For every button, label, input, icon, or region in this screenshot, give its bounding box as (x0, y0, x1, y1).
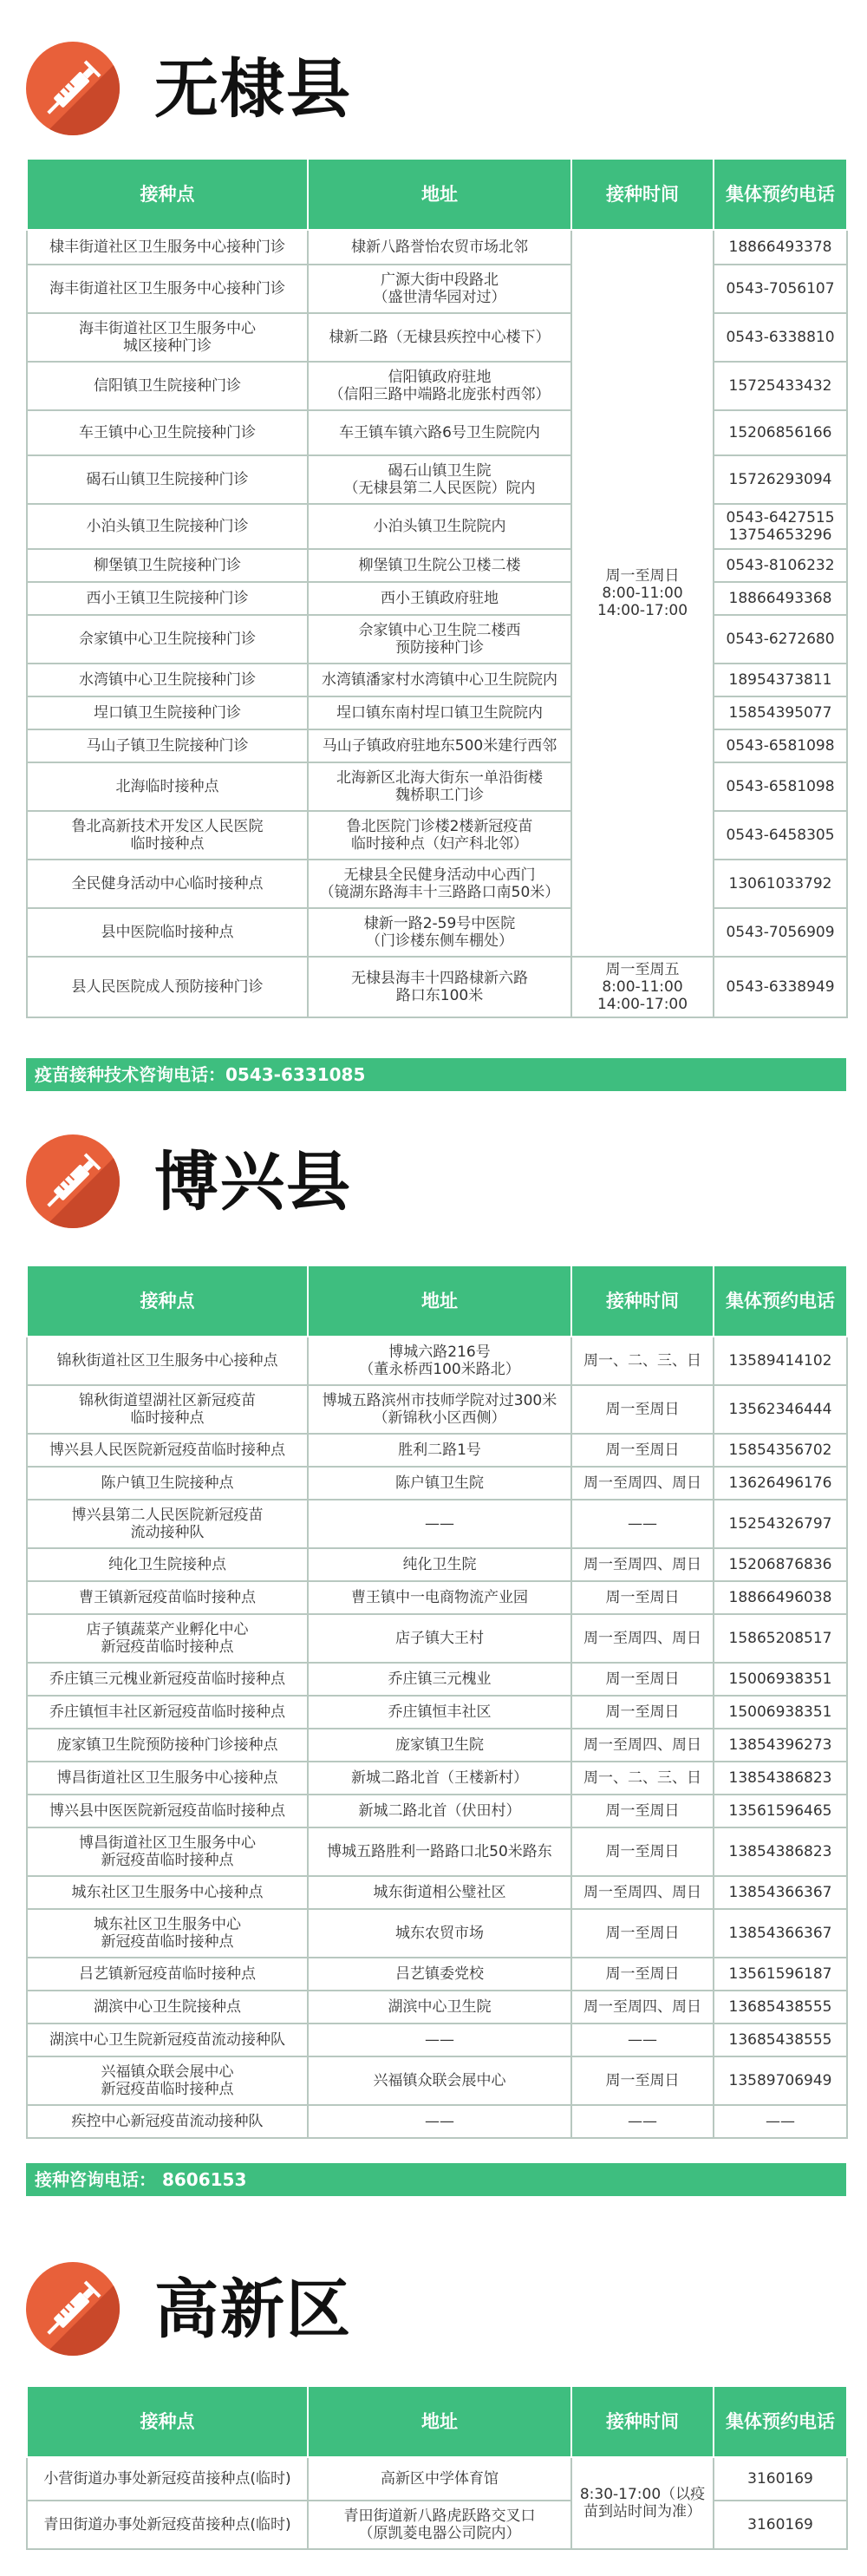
time-cell: 周一、二、三、日 (571, 1337, 714, 1385)
address-cell: 胜利二路1号 (308, 1434, 571, 1467)
time-cell: 周一至周日 (571, 1663, 714, 1696)
address-cell: 西小王镇政府驻地 (308, 582, 571, 615)
syringe-icon (26, 2262, 120, 2356)
address-cell: 城东街道相公璧社区 (308, 1876, 571, 1909)
site-cell: 疾控中心新冠疫苗流动接种队 (27, 2105, 308, 2138)
phone-cell: 13589706949 (714, 2056, 847, 2105)
header-site: 接种点 (27, 159, 308, 230)
address-cell: 博城五路胜利一路路口北50米路东 (308, 1827, 571, 1876)
site-cell: 柳堡镇卫生院接种门诊 (27, 549, 308, 582)
phone-cell: —— (714, 2105, 847, 2138)
site-cell: 湖滨中心卫生院接种点 (27, 1991, 308, 2024)
table-row (27, 2105, 847, 2138)
table-row (27, 455, 847, 504)
section-boxing (0, 1128, 867, 2190)
phone-cell: 3160169 (714, 2457, 847, 2501)
site-cell: 碣石山镇卫生院接种门诊 (27, 455, 308, 504)
section-header (0, 1128, 867, 1223)
address-cell: 无棣县全民健身活动中心西门 （镜湖东路海丰十三路路口南50米） (308, 860, 571, 908)
site-cell: 乔庄镇恒丰社区新冠疫苗临时接种点 (27, 1696, 308, 1729)
table-row (27, 1729, 847, 1762)
table-row (27, 504, 847, 549)
phone-cell: 0543-8106232 (714, 549, 847, 582)
site-cell: 博兴县第二人民医院新冠疫苗 流动接种队 (27, 1500, 308, 1548)
address-cell: 广源大街中段路北 （盛世清华园对过） (308, 265, 571, 313)
table-row (27, 549, 847, 582)
address-cell: 无棣县海丰十四路棣新六路 路口东100米 (308, 957, 571, 1017)
table-row (27, 729, 847, 762)
phone-cell: 15206876836 (714, 1548, 847, 1581)
phone-cell: 0543-7056909 (714, 908, 847, 957)
header-address: 地址 (308, 1265, 571, 1337)
time-cell: 周一至周四、周日 (571, 1467, 714, 1500)
site-cell: 信阳镇卫生院接种门诊 (27, 362, 308, 410)
header-phone: 集体预约电话 (714, 159, 847, 230)
syringe-icon (26, 42, 120, 135)
header-time: 接种时间 (571, 2386, 714, 2457)
address-cell: 庞家镇卫生院 (308, 1729, 571, 1762)
table-row (27, 230, 847, 265)
phone-cell: 18866493368 (714, 582, 847, 615)
address-cell: 棣新一路2-59号中医院 （门诊楼东侧车棚处） (308, 908, 571, 957)
table-header-row (27, 159, 847, 230)
header-site: 接种点 (27, 2386, 308, 2457)
address-cell: 水湾镇潘家村水湾镇中心卫生院院内 (308, 664, 571, 696)
phone-cell: 13685438555 (714, 2024, 847, 2056)
section-wuli (0, 35, 867, 1085)
phone-cell: 13561596465 (714, 1795, 847, 1827)
site-cell: 西小王镇卫生院接种门诊 (27, 582, 308, 615)
site-cell: 乔庄镇三元槐业新冠疫苗临时接种点 (27, 1663, 308, 1696)
table-row (27, 664, 847, 696)
address-cell: 青田街道新八路虎跃路交叉口 （原凯菱电器公司院内） (308, 2501, 571, 2549)
site-cell: 海丰街道社区卫生服务中心接种门诊 (27, 265, 308, 313)
table-header-row (27, 1265, 847, 1337)
table-row (27, 1385, 847, 1434)
time-cell: —— (571, 2105, 714, 2138)
site-cell: 海丰街道社区卫生服务中心 城区接种门诊 (27, 313, 308, 362)
header-phone: 集体预约电话 (714, 2386, 847, 2457)
header-time: 接种时间 (571, 159, 714, 230)
time-cell: 周一至周日 (571, 1696, 714, 1729)
time-cell: 周一至周日 (571, 1958, 714, 1991)
phone-cell: 15006938351 (714, 1696, 847, 1729)
phone-cell: 0543-6338949 (714, 957, 847, 1017)
time-cell: 周一至周日 (571, 1581, 714, 1614)
address-cell: 马山子镇政府驻地东500米建行西邻 (308, 729, 571, 762)
time-cell: 周一至周四、周日 (571, 1876, 714, 1909)
site-cell: 曹王镇新冠疫苗临时接种点 (27, 1581, 308, 1614)
address-cell: 车王镇车镇六路6号卫生院院内 (308, 410, 571, 455)
address-cell: 信阳镇政府驻地 （信阳三路中端路北庞张村西邻） (308, 362, 571, 410)
phone-cell: 13562346444 (714, 1385, 847, 1434)
time-cell: 8:30-17:00（以疫 苗到站时间为准） (571, 2457, 714, 2549)
site-cell: 县中医院临时接种点 (27, 908, 308, 957)
phone-cell: 13626496176 (714, 1467, 847, 1500)
address-cell: 湖滨中心卫生院 (308, 1991, 571, 2024)
site-cell: 鲁北高新技术开发区人民医院 临时接种点 (27, 811, 308, 860)
phone-cell: 18866496038 (714, 1581, 847, 1614)
address-cell: 新城二路北首（王楼新村） (308, 1762, 571, 1795)
phone-cell: 13854366367 (714, 1909, 847, 1958)
address-cell: 佘家镇中心卫生院二楼西 预防接种门诊 (308, 615, 571, 664)
table-row (27, 2501, 847, 2549)
site-cell: 博昌街道社区卫生服务中心接种点 (27, 1762, 308, 1795)
table-row (27, 1958, 847, 1991)
table-header-row (27, 2386, 847, 2457)
table-row (27, 265, 847, 313)
time-cell: 周一至周日 (571, 2056, 714, 2105)
time-cell: 周一至周日 (571, 1385, 714, 1434)
table-row (27, 1909, 847, 1958)
site-cell: 水湾镇中心卫生院接种门诊 (27, 664, 308, 696)
site-cell: 北海临时接种点 (27, 762, 308, 811)
table-row (27, 762, 847, 811)
site-cell: 吕艺镇新冠疫苗临时接种点 (27, 1958, 308, 1991)
site-cell: 小营街道办事处新冠疫苗接种点(临时) (27, 2457, 308, 2501)
consult-phone-bar: 疫苗接种技术咨询电话：0543-6331085 (26, 1058, 846, 1091)
site-cell: 青田街道办事处新冠疫苗接种点(临时) (27, 2501, 308, 2549)
address-cell: —— (308, 2105, 571, 2138)
time-cell: 周一至周四、周日 (571, 1614, 714, 1663)
address-cell: 陈户镇卫生院 (308, 1467, 571, 1500)
phone-cell: 13561596187 (714, 1958, 847, 1991)
phone-cell: 3160169 (714, 2501, 847, 2549)
address-cell: 碣石山镇卫生院 （无棣县第二人民医院）院内 (308, 455, 571, 504)
address-cell: 棣新二路（无棣县疾控中心楼下） (308, 313, 571, 362)
site-cell: 博昌街道社区卫生服务中心 新冠疫苗临时接种点 (27, 1827, 308, 1876)
section-title: 高新区 (154, 2272, 352, 2347)
time-cell: 周一至周日 (571, 1795, 714, 1827)
phone-cell: 15726293094 (714, 455, 847, 504)
section-title: 博兴县 (154, 1145, 352, 1219)
site-cell: 埕口镇卫生院接种门诊 (27, 696, 308, 729)
address-cell: 博城五路滨州市技师学院对过300米 （新锦秋小区西侧） (308, 1385, 571, 1434)
phone-cell: 13685438555 (714, 1991, 847, 2024)
time-cell: 周一至周日 8:00-11:00 14:00-17:00 (571, 230, 714, 957)
phone-cell: 13854396273 (714, 1729, 847, 1762)
table-row (27, 957, 847, 1017)
table-row (27, 615, 847, 664)
phone-cell: 15854356702 (714, 1434, 847, 1467)
table-row (27, 2024, 847, 2056)
table-row (27, 313, 847, 362)
address-cell: 新城二路北首（伏田村） (308, 1795, 571, 1827)
table-row (27, 1762, 847, 1795)
phone-cell: 13854386823 (714, 1827, 847, 1876)
table-row (27, 908, 847, 957)
phone-cell: 15254326797 (714, 1500, 847, 1548)
phone-cell: 13589414102 (714, 1337, 847, 1385)
time-cell: 周一至周五 8:00-11:00 14:00-17:00 (571, 957, 714, 1017)
header-phone: 集体预约电话 (714, 1265, 847, 1337)
table-row (27, 1795, 847, 1827)
phone-cell: 0543-6338810 (714, 313, 847, 362)
phone-cell: 15865208517 (714, 1614, 847, 1663)
site-cell: 湖滨中心卫生院新冠疫苗流动接种队 (27, 2024, 308, 2056)
site-cell: 县人民医院成人预防接种门诊 (27, 957, 308, 1017)
table-row (27, 2056, 847, 2105)
address-cell: 城东农贸市场 (308, 1909, 571, 1958)
section-title: 无棣县 (154, 52, 352, 127)
table-row (27, 1876, 847, 1909)
site-cell: 佘家镇中心卫生院接种门诊 (27, 615, 308, 664)
phone-cell: 13061033792 (714, 860, 847, 908)
site-cell: 博兴县人民医院新冠疫苗临时接种点 (27, 1434, 308, 1467)
time-cell: 周一至周四、周日 (571, 1729, 714, 1762)
table-row (27, 860, 847, 908)
address-cell: 小泊头镇卫生院院内 (308, 504, 571, 549)
section-gaoxin (0, 2255, 867, 2542)
table-row (27, 1696, 847, 1729)
table-row (27, 1614, 847, 1663)
address-cell: 埕口镇东南村埕口镇卫生院院内 (308, 696, 571, 729)
address-cell: 纯化卫生院 (308, 1548, 571, 1581)
section-header (0, 2255, 867, 2350)
phone-cell: 13854366367 (714, 1876, 847, 1909)
address-cell: 高新区中学体育馆 (308, 2457, 571, 2501)
table-row (27, 1581, 847, 1614)
address-cell: 博城六路216号 （董永桥西100米路北） (308, 1337, 571, 1385)
phone-cell: 18866493378 (714, 230, 847, 265)
section-header (0, 35, 867, 130)
site-cell: 博兴县中医医院新冠疫苗临时接种点 (27, 1795, 308, 1827)
address-cell: 柳堡镇卫生院公卫楼二楼 (308, 549, 571, 582)
site-cell: 锦秋街道望湖社区新冠疫苗 临时接种点 (27, 1385, 308, 1434)
table-row (27, 1827, 847, 1876)
address-cell: 棣新八路誉怡农贸市场北邻 (308, 230, 571, 265)
site-cell: 兴福镇众联会展中心 新冠疫苗临时接种点 (27, 2056, 308, 2105)
vaccination-table (26, 1265, 848, 2139)
site-cell: 小泊头镇卫生院接种门诊 (27, 504, 308, 549)
header-site: 接种点 (27, 1265, 308, 1337)
site-cell: 店子镇蔬菜产业孵化中心 新冠疫苗临时接种点 (27, 1614, 308, 1663)
address-cell: —— (308, 1500, 571, 1548)
phone-cell: 15725433432 (714, 362, 847, 410)
site-cell: 纯化卫生院接种点 (27, 1548, 308, 1581)
phone-cell: 18954373811 (714, 664, 847, 696)
phone-cell: 0543-6581098 (714, 762, 847, 811)
table-row (27, 811, 847, 860)
time-cell: 周一至周四、周日 (571, 1548, 714, 1581)
table-row (27, 1467, 847, 1500)
phone-cell: 0543-6427515 13754653296 (714, 504, 847, 549)
time-cell: 周一、二、三、日 (571, 1762, 714, 1795)
vaccination-table (26, 2385, 848, 2550)
table-row (27, 410, 847, 455)
address-cell: 曹王镇中一电商物流产业园 (308, 1581, 571, 1614)
site-cell: 城东社区卫生服务中心 新冠疫苗临时接种点 (27, 1909, 308, 1958)
site-cell: 锦秋街道社区卫生服务中心接种点 (27, 1337, 308, 1385)
address-cell: 鲁北医院门诊楼2楼新冠疫苗 临时接种点（妇产科北邻） (308, 811, 571, 860)
time-cell: —— (571, 1500, 714, 1548)
address-cell: 店子镇大王村 (308, 1614, 571, 1663)
site-cell: 棣丰街道社区卫生服务中心接种门诊 (27, 230, 308, 265)
syringe-icon (26, 1134, 120, 1228)
phone-cell: 15206856166 (714, 410, 847, 455)
table-row (27, 1434, 847, 1467)
table-row (27, 1991, 847, 2024)
time-cell: 周一至周日 (571, 1909, 714, 1958)
site-cell: 陈户镇卫生院接种点 (27, 1467, 308, 1500)
site-cell: 车王镇中心卫生院接种门诊 (27, 410, 308, 455)
time-cell: 周一至周四、周日 (571, 1991, 714, 2024)
table-row (27, 362, 847, 410)
header-time: 接种时间 (571, 1265, 714, 1337)
address-cell: 北海新区北海大街东一单沿街楼 魏桥职工门诊 (308, 762, 571, 811)
header-address: 地址 (308, 159, 571, 230)
time-cell: —— (571, 2024, 714, 2056)
phone-cell: 15006938351 (714, 1663, 847, 1696)
table-row (27, 582, 847, 615)
phone-cell: 0543-6581098 (714, 729, 847, 762)
address-cell: —— (308, 2024, 571, 2056)
vaccination-table (26, 158, 848, 1018)
site-cell: 马山子镇卫生院接种门诊 (27, 729, 308, 762)
address-cell: 兴福镇众联会展中心 (308, 2056, 571, 2105)
site-cell: 城东社区卫生服务中心接种点 (27, 1876, 308, 1909)
header-address: 地址 (308, 2386, 571, 2457)
table-row (27, 1337, 847, 1385)
time-cell: 周一至周日 (571, 1827, 714, 1876)
address-cell: 乔庄镇恒丰社区 (308, 1696, 571, 1729)
address-cell: 吕艺镇委党校 (308, 1958, 571, 1991)
time-cell: 周一至周日 (571, 1434, 714, 1467)
phone-cell: 0543-6272680 (714, 615, 847, 664)
table-row (27, 2457, 847, 2501)
site-cell: 庞家镇卫生院预防接种门诊接种点 (27, 1729, 308, 1762)
table-row (27, 696, 847, 729)
consult-phone-bar: 接种咨询电话： 8606153 (26, 2163, 846, 2196)
table-row (27, 1663, 847, 1696)
phone-cell: 0543-7056107 (714, 265, 847, 313)
table-row (27, 1548, 847, 1581)
address-cell: 乔庄镇三元槐业 (308, 1663, 571, 1696)
phone-cell: 13854386823 (714, 1762, 847, 1795)
site-cell: 全民健身活动中心临时接种点 (27, 860, 308, 908)
phone-cell: 0543-6458305 (714, 811, 847, 860)
phone-cell: 15854395077 (714, 696, 847, 729)
table-row (27, 1500, 847, 1548)
